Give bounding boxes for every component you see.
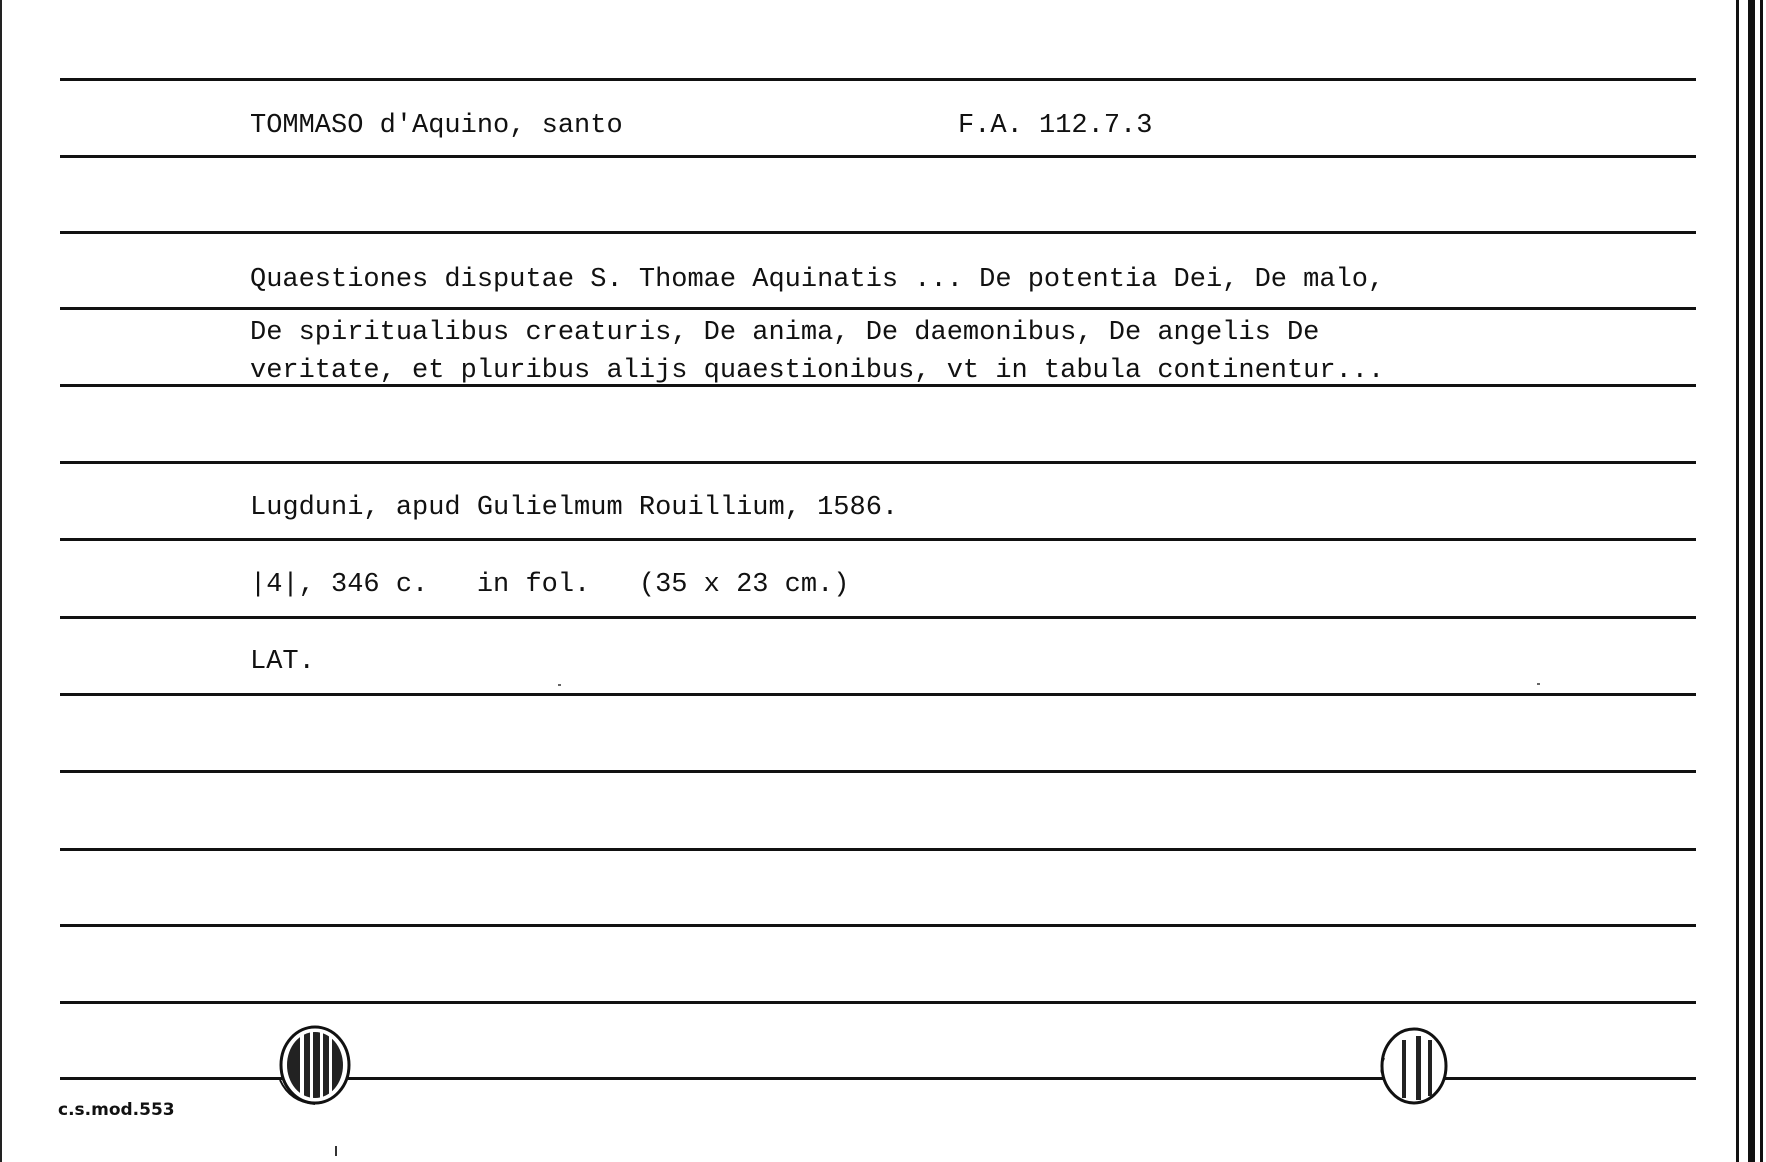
author-heading: TOMMASO d'Aquino, santo xyxy=(250,111,623,141)
title-line-1: Quaestiones disputae S. Thomae Aquinatis ... De potentia Dei, De malo, xyxy=(250,265,1385,295)
speck xyxy=(1537,683,1540,685)
ruled-line xyxy=(60,924,1696,927)
punch-hole-right-icon xyxy=(1372,1022,1452,1112)
shelfmark: F.A. 112.7.3 xyxy=(958,111,1153,141)
card-right-edge-outer xyxy=(1760,0,1763,1162)
ruled-line xyxy=(60,770,1696,773)
imprint: Lugduni, apud Gulielmum Rouillium, 1586. xyxy=(250,493,899,523)
title-line-2: De spiritualibus creaturis, De anima, De daemonibus, De angelis De xyxy=(250,318,1320,348)
form-code: c.s.mod.553 xyxy=(58,1100,175,1120)
language: LAT. xyxy=(250,647,315,677)
ruled-line xyxy=(60,1001,1696,1004)
ruled-line xyxy=(60,155,1696,158)
card-right-edge xyxy=(1736,0,1739,1162)
ruled-line xyxy=(60,231,1696,234)
card-right-edge-shadow xyxy=(1748,0,1755,1162)
speck xyxy=(335,1146,337,1156)
ruled-line xyxy=(60,616,1696,619)
collation: |4|, 346 c. in fol. (35 x 23 cm.) xyxy=(250,570,850,600)
ruled-line xyxy=(60,538,1696,541)
title-line-3: veritate, et pluribus alijs quaestionibus, vt in tabula continentur... xyxy=(250,356,1385,386)
card-left-edge xyxy=(0,0,2,1162)
ruled-line xyxy=(60,693,1696,696)
ruled-line xyxy=(60,848,1696,851)
ruled-line xyxy=(60,307,1696,310)
punch-hole-left-icon xyxy=(270,1020,360,1110)
ruled-line xyxy=(60,78,1696,81)
speck xyxy=(558,684,561,686)
ruled-line xyxy=(60,461,1696,464)
